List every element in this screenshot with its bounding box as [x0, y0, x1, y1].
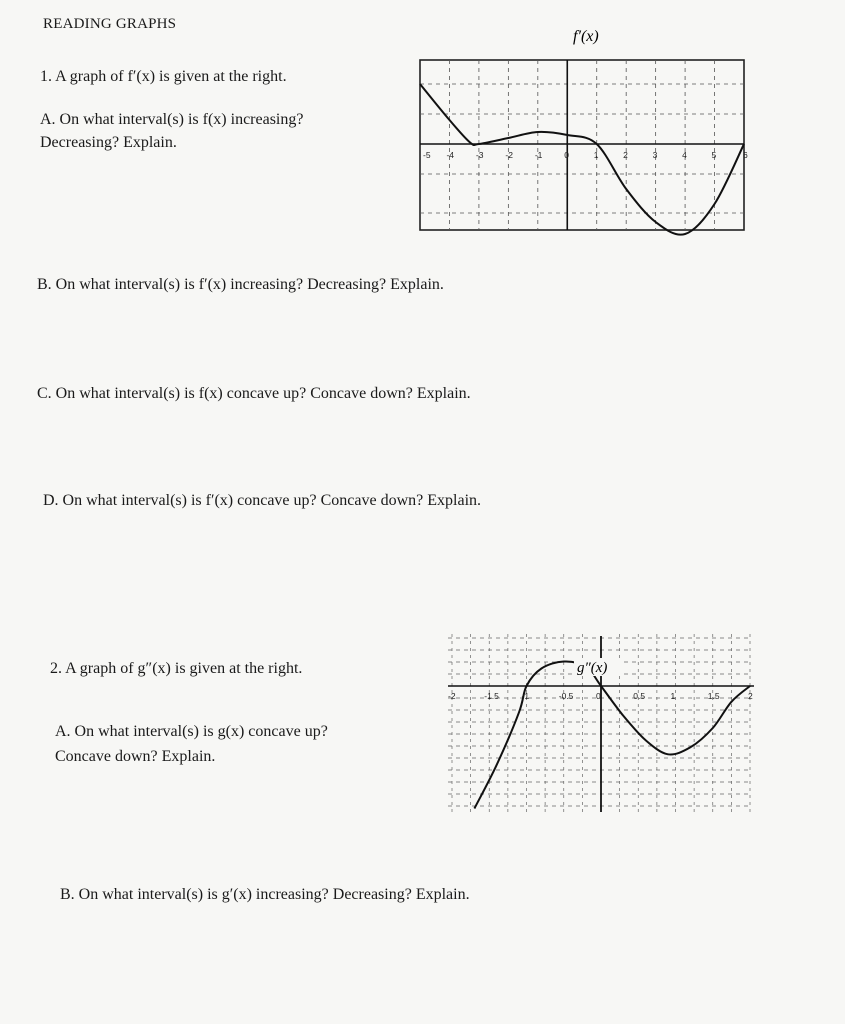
f-prime-graph: [405, 20, 755, 242]
q1-part-b: B. On what interval(s) is f′(x) increasing? Decreasing? Explain.: [37, 276, 444, 293]
x-tick-label: -2: [448, 691, 456, 701]
x-tick-label: 2: [748, 691, 753, 701]
q2-prompt: 2. A graph of g″(x) is given at the right.: [50, 660, 303, 677]
x-tick-label: 1: [670, 691, 676, 701]
x-tick-label: 3: [652, 150, 658, 160]
x-tick-label: -1: [534, 150, 543, 160]
x-tick-label: -1: [521, 691, 530, 701]
x-tick-label: 5: [711, 150, 717, 160]
x-tick-label: -5: [423, 150, 431, 160]
x-tick-label: -0.5: [558, 691, 574, 701]
q1-part-a-line2: Decreasing? Explain.: [40, 134, 177, 151]
x-tick-label: 1.5: [707, 691, 720, 701]
graph-frame: [420, 60, 744, 230]
chart-title: f′(x): [573, 28, 599, 45]
q2-part-a-line1: A. On what interval(s) is g(x) concave up?: [55, 723, 328, 740]
q1-part-c: C. On what interval(s) is f(x) concave up? Concave down? Explain.: [37, 385, 471, 402]
q2-part-a-line2: Concave down? Explain.: [55, 748, 216, 765]
g-double-prime-graph: [440, 628, 760, 828]
x-tick-label: 0: [596, 691, 601, 701]
g-double-prime-curve: [474, 661, 750, 808]
x-tick-label: -3: [475, 150, 484, 160]
q2-part-b: B. On what interval(s) is g′(x) increasing? Decreasing? Explain.: [60, 886, 470, 903]
q1-part-a-line1: A. On what interval(s) is f(x) increasing?: [40, 111, 304, 128]
x-tick-label: 0: [564, 150, 570, 160]
f-prime-curve: [420, 84, 744, 235]
page-title: READING GRAPHS: [43, 16, 177, 32]
x-tick-label: 0.5: [633, 691, 646, 701]
x-tick-label: 1: [593, 150, 599, 160]
x-tick-label: -2: [505, 150, 513, 160]
x-tick-label: -4: [446, 150, 455, 160]
q1-part-d: D. On what interval(s) is f′(x) concave up? Concave down? Explain.: [43, 492, 482, 509]
x-tick-label: 2: [623, 150, 628, 160]
x-tick-label: 4: [682, 150, 687, 160]
chart-title: g″(x): [577, 660, 608, 676]
x-tick-label: 6: [743, 150, 748, 160]
x-tick-label: -1.5: [484, 691, 499, 701]
q1-prompt: 1. A graph of f′(x) is given at the right.: [40, 68, 287, 85]
